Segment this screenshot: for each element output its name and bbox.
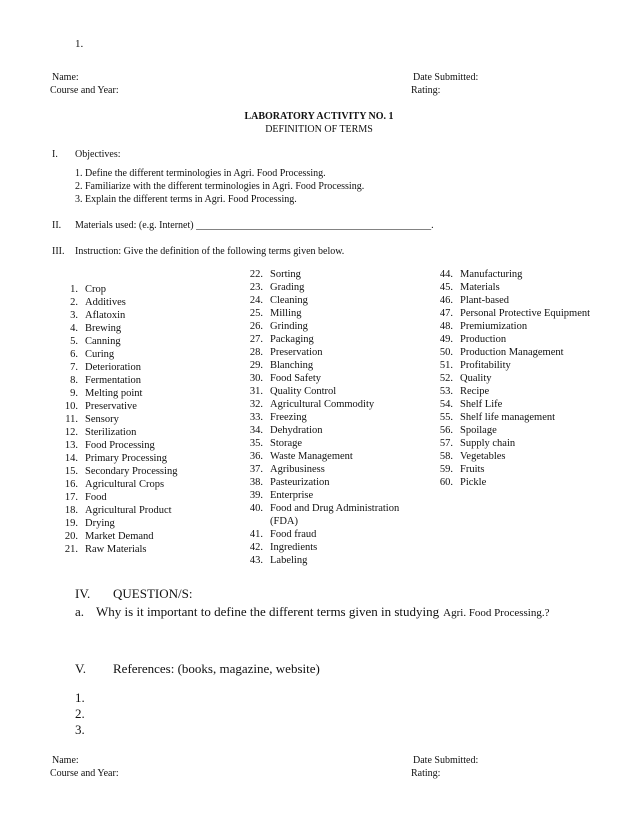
term-label: Sensory [85,414,119,425]
term-label: Waste Management [270,451,353,462]
term-label: Enterprise [270,490,314,501]
term-label: Raw Materials [85,544,147,555]
term-item [243,294,308,307]
term-item [243,424,323,437]
term-label: Spoilage [460,425,497,436]
term-item [433,398,502,411]
question-letter: a. [75,604,85,619]
term-item [433,476,486,489]
term-item [60,283,106,296]
questions-numeral: IV. [75,586,91,601]
term-item [433,463,485,476]
term-label: Crop [85,284,106,295]
term-item [433,437,515,450]
term-number: 57. [439,438,453,449]
footer-date-submitted-label: Date Submitted: [413,755,479,766]
term-number: 31. [249,386,263,397]
term-number: 14. [64,453,78,464]
term-item [243,450,353,463]
term-number: 25. [249,308,263,319]
term-label: Secondary Processing [85,466,178,477]
term-number: 1. [70,284,78,295]
term-label: Cleaning [270,295,308,306]
term-number: 42. [249,542,263,553]
term-item [243,385,336,398]
term-item [60,322,121,335]
term-number: 52. [439,373,453,384]
term-item [433,346,564,359]
term-item [243,398,374,411]
term-label: Production Management [460,347,564,358]
term-number: 44. [439,269,453,280]
term-item [243,333,314,346]
term-item [60,452,167,465]
term-number: 60. [439,477,453,488]
materials-text: Materials used: (e.g. Internet) _______________________________________________. [75,220,434,231]
term-item [243,463,325,476]
term-number: 13. [64,440,78,451]
term-item [243,359,313,372]
term-label: Sterilization [85,427,137,438]
term-item [60,413,119,426]
term-number: 4. [70,323,78,334]
rating-label: Rating: [411,85,441,96]
term-label: Aflatoxin [85,310,126,321]
term-label: Fermentation [85,375,141,386]
term-label: Drying [85,518,115,529]
term-label: Storage [270,438,303,449]
objectives-numeral: I. [52,149,58,160]
term-item [243,528,316,541]
term-number: 9. [70,388,78,399]
name-label: Name: [52,72,79,83]
term-label: Premiumization [460,321,528,332]
term-label: Vegetables [460,451,506,462]
term-number: 36. [249,451,263,462]
term-label: Milling [270,308,302,319]
term-label: Packaging [270,334,314,345]
term-label: Preservation [270,347,323,358]
objective-item: 2. Familiarize with the different terminologies in Agri. Food Processing. [75,181,365,192]
page-subtitle: DEFINITION OF TERMS [265,124,373,135]
term-number: 3. [70,310,78,321]
term-number: 22. [249,269,263,280]
term-number: 8. [70,375,78,386]
term-label: Melting point [85,388,143,399]
term-label: Agricultural Product [85,505,172,516]
term-label: Primary Processing [85,453,167,464]
term-item [433,333,506,346]
term-label: Sorting [270,269,301,280]
term-number: 43. [249,555,263,566]
date-submitted-label: Date Submitted: [413,72,479,83]
term-number: 46. [439,295,453,306]
term-label: Pickle [460,477,487,488]
term-label: Deterioration [85,362,141,373]
term-number: 59. [439,464,453,475]
term-label: Supply chain [460,438,516,449]
term-item [243,307,302,320]
term-item [243,502,399,515]
term-number: 20. [64,531,78,542]
term-label: (FDA) [270,516,298,527]
term-item [433,307,590,320]
term-item [60,530,154,543]
question-tail: Agri. Food Processing.? [443,607,550,619]
term-number: 7. [70,362,78,373]
term-item [243,268,301,281]
term-label: Curing [85,349,115,360]
term-item [60,374,141,387]
term-label: Materials [460,282,500,293]
term-item [243,320,308,333]
term-item [60,296,126,309]
term-number: 21. [64,544,78,555]
term-number: 37. [249,464,263,475]
term-item [60,478,164,491]
page-title: LABORATORY ACTIVITY NO. 1 [244,111,394,122]
term-item [433,450,505,463]
term-number: 2. [70,297,78,308]
term-number: 27. [249,334,263,345]
term-item [433,424,497,437]
term-item [243,515,298,528]
term-label: Profitability [460,360,511,371]
term-number: 34. [249,425,263,436]
term-label: Grading [270,282,305,293]
term-number: 54. [439,399,453,410]
term-item [60,348,114,361]
term-number: 48. [439,321,453,332]
term-label: Fruits [460,464,485,475]
term-number: 29. [249,360,263,371]
term-label: Quality Control [270,386,337,397]
term-label: Plant-based [460,295,509,306]
term-item [60,491,107,504]
instruction-numeral: III. [52,246,65,257]
term-label: Food fraud [270,529,317,540]
term-label: Food and Drug Administration [270,503,400,514]
term-item [243,281,304,294]
term-item [243,346,323,359]
term-item [60,543,147,556]
term-item [243,489,313,502]
objective-item: 1. Define the different terminologies in Agri. Food Processing. [75,168,326,179]
term-label: Shelf life management [460,412,556,423]
term-item [243,476,329,489]
term-label: Recipe [460,386,490,397]
term-label: Ingredients [270,542,318,553]
term-item [60,361,141,374]
term-number: 26. [249,321,263,332]
term-number: 11. [65,414,78,425]
term-number: 6. [70,349,78,360]
term-item [433,268,522,281]
term-label: Additives [85,297,126,308]
term-number: 53. [439,386,453,397]
term-item [433,385,489,398]
term-item [433,294,509,307]
term-number: 56. [439,425,453,436]
objective-item: 3. Explain the different terms in Agri. Food Processing. [75,194,297,205]
term-label: Freezing [270,412,307,423]
term-label: Shelf Life [460,399,503,410]
term-item [60,426,136,439]
term-label: Production [460,334,507,345]
term-label: Agricultural Commodity [270,399,375,410]
term-label: Preservative [85,401,137,412]
term-label: Pasteurization [270,477,330,488]
term-label: Personal Protective Equipment [460,308,591,319]
term-label: Food Safety [270,373,322,384]
term-item [243,541,317,554]
term-item [243,554,307,567]
term-number: 40. [249,503,263,514]
term-number: 38. [249,477,263,488]
term-number: 24. [249,295,263,306]
question-text: Why is it important to define the different terms given in studying [96,604,440,619]
term-item [243,411,307,424]
term-item [243,437,302,450]
term-label: Quality [460,373,492,384]
term-item [60,387,142,400]
term-label: Brewing [85,323,122,334]
term-label: Dehydration [270,425,323,436]
term-item [243,372,321,385]
term-number: 16. [64,479,78,490]
footer-rating-label: Rating: [411,768,441,779]
term-label: Labeling [270,555,308,566]
term-item [60,465,177,478]
term-number: 41. [249,529,263,540]
term-label: Grinding [270,321,308,332]
term-number: 32. [249,399,263,410]
term-number: 51. [439,360,453,371]
references-heading: References: (books, magazine, website) [113,661,320,676]
term-number: 30. [249,373,263,384]
term-number: 5. [70,336,78,347]
term-item [60,335,121,348]
term-label: Food Processing [85,440,155,451]
footer-course-year-label: Course and Year: [50,768,119,779]
term-label: Agricultural Crops [85,479,165,490]
materials-numeral: II. [52,220,62,231]
term-item [433,411,555,424]
term-number: 55. [439,412,453,423]
term-number: 58. [439,451,453,462]
term-number: 47. [439,308,453,319]
term-number: 10. [64,401,78,412]
term-number: 28. [249,347,263,358]
term-item [60,504,172,517]
term-number: 50. [439,347,453,358]
term-number: 23. [249,282,263,293]
term-item [60,517,115,530]
term-label: Manufacturing [460,269,523,280]
term-item [433,281,500,294]
term-label: Market Demand [85,531,154,542]
term-label: Blanching [270,360,314,371]
term-label: Food [85,492,107,503]
term-item [60,309,125,322]
objectives-heading: Objectives: [75,149,121,160]
reference-item: 1. [75,690,85,705]
question-item [75,603,549,621]
term-number: 39. [249,490,263,501]
footer-name-label: Name: [52,755,79,766]
term-item [60,439,155,452]
term-number: 18. [64,505,78,516]
term-number: 12. [64,427,78,438]
questions-heading: QUESTION/S: [113,586,193,601]
term-item [433,372,492,385]
term-number: 35. [249,438,263,449]
top-number: 1. [75,38,84,50]
term-item [433,359,511,372]
reference-item: 2. [75,706,85,721]
term-number: 15. [64,466,78,477]
course-year-label: Course and Year: [50,85,119,96]
reference-item: 3. [75,722,85,737]
term-item [60,400,137,413]
term-number: 49. [439,334,453,345]
term-item [433,320,527,333]
term-label: Agribusiness [270,464,325,475]
term-label: Canning [85,336,121,347]
term-number: 45. [439,282,453,293]
term-number: 17. [64,492,78,503]
term-number: 33. [249,412,263,423]
term-number: 19. [64,518,78,529]
instruction-text: Instruction: Give the definition of the following terms given below. [75,246,345,257]
references-numeral: V. [75,661,86,676]
